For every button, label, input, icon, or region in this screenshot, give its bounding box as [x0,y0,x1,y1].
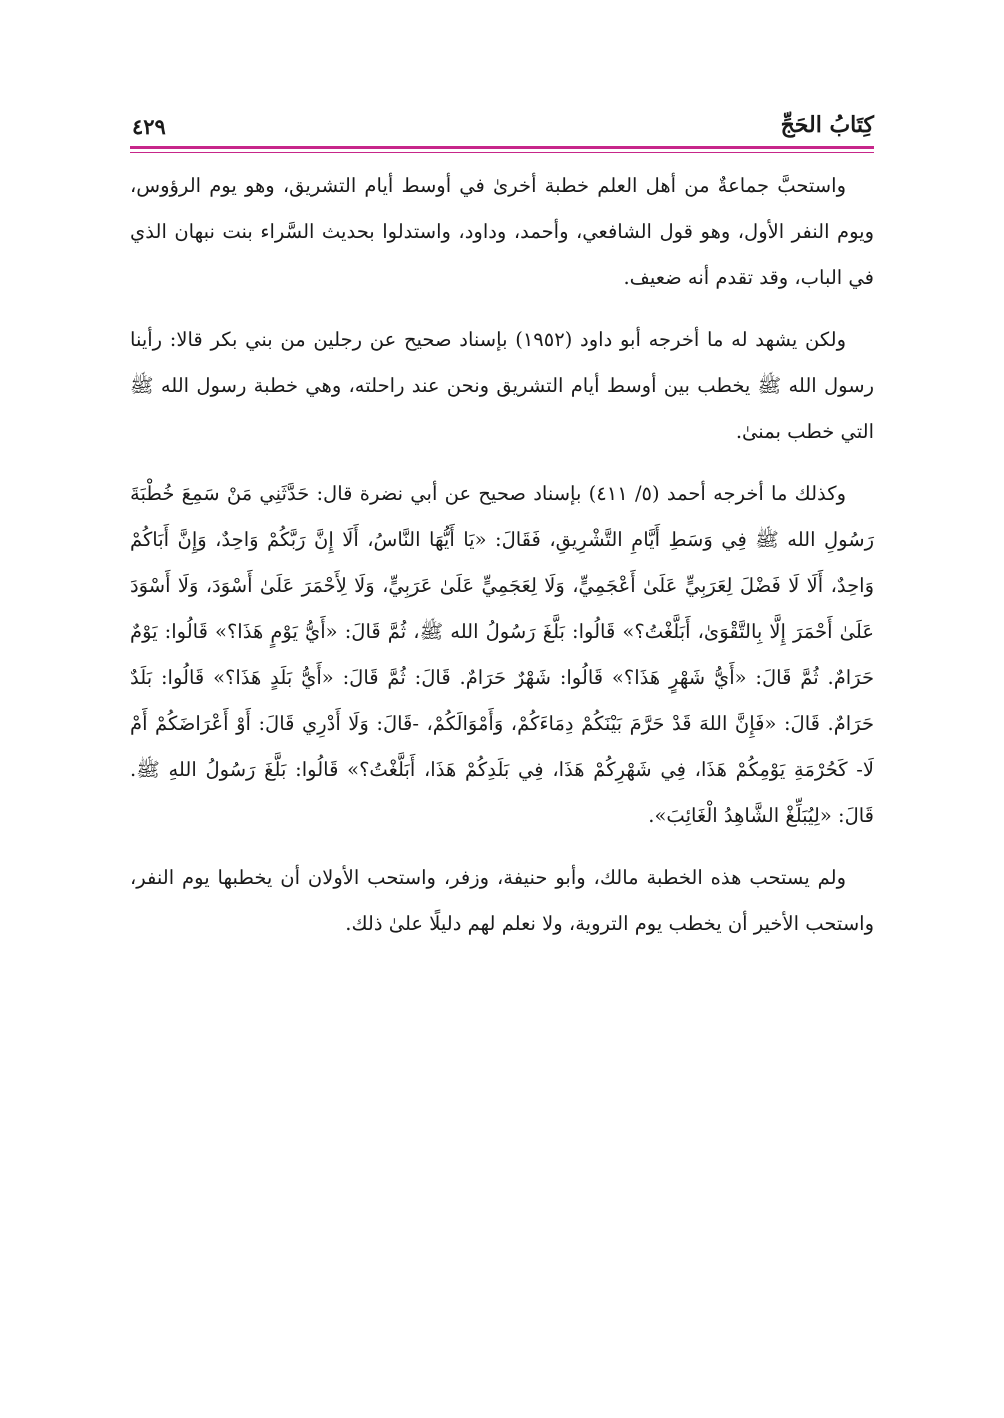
paragraph-4: ولم يستحب هذه الخطبة مالك، وأبو حنيفة، وزفر، واستحب الأولان أن يخطبها يوم النفر، واستحب الأخير أن يخطب يوم التروية، ولا نعلم لهم دليلًا علىٰ ذلك. [130,866,874,935]
paragraph-1: واستحبَّ جماعةٌ من أهل العلم خطبة أخرىٰ في أوسط أيام التشريق، وهو يوم الرؤوس، ويوم النفر الأول، وهو قول الشافعي، وأحمد، وداود، واستدلوا بحديث السَّراء بنت نبهان الذي في الباب، وقد تقدم أنه ضعيف. [130,174,874,289]
page [130,108,874,963]
paragraph-2: ولكن يشهد له ما أخرجه أبو داود (١٩٥٢) بإسناد صحيح عن رجلين من بني بكر قالا: رأينا رسول الله ﷺ يخطب بين أوسط أيام التشريق ونحن عند راحلته، وهي خطبة رسول الله ﷺ التي خطب بمنىٰ. [130,328,874,443]
paragraph-3-hadith: وكذلك ما أخرجه أحمد (٥/ ٤١١) بإسناد صحيح عن أبي نضرة قال: حَدَّثَنِي مَنْ سَمِعَ خُطْبَةَ رَسُولِ الله ﷺ فِي وَسَطِ أَيَّامِ التَّشْرِيقِ، فَقَالَ: «يَا أَيُّهَا النَّاسُ، أَلَا إِنَّ رَبَّكُمْ وَاحِدٌ، وَإِنَّ أَبَاكُمْ وَاحِدٌ، أَلَا لَا فَضْلَ لِعَرَبِيٍّ عَلَىٰ أَعْجَمِيٍّ، وَلَا لِعَجَمِيٍّ عَلَىٰ عَرَبِيٍّ، وَلَا لِأَحْمَرَ عَلَىٰ أَسْوَدَ، وَلَا أَسْوَدَ عَلَىٰ أَحْمَرَ إِلَّا بِالتَّقْوَىٰ، أَبَلَّغْتُ؟» قَالُوا: بَلَّغَ رَسُولُ الله ﷺ، ثُمَّ قَالَ: «أَيُّ يَوْمٍ هَذَا؟» قَالُوا: يَوْمٌ حَرَامٌ. ثُمَّ قَالَ: «أَيُّ شَهْرٍ هَذَا؟» قَالُوا: شَهْرٌ حَرَامٌ. قَالَ: ثُمَّ قَالَ: «أَيُّ بَلَدٍ هَذَا؟» قَالُوا: بَلَدٌ حَرَامٌ. قَالَ: «فَإِنَّ اللهَ قَدْ حَرَّمَ بَيْنَكُمْ دِمَاءَكُمْ، وَأَمْوَالَكُمْ، -قَالَ: وَلَا أَدْرِي قَالَ: أَوْ أَعْرَاضَكُمْ أَمْ لَا- كَحُرْمَةِ يَوْمِكُمْ هَذَا، فِي شَهْرِكُمْ هَذَا، فِي بَلَدِكُمْ هَذَا، أَبَلَّغْتُ؟» قَالُوا: بَلَّغَ رَسُولُ اللهِ ﷺ. قَالَ: «لِيُبَلِّغْ الشَّاهِدُ الْغَائِبَ». [130,482,874,827]
header-rule-thick [130,146,874,149]
header-rule-thin [130,152,874,153]
page-body [130,163,874,947]
page-number: ٤٢٩ [132,114,166,139]
page-header [130,108,874,146]
chapter-title: كِتَابُ الحَجِّ [780,112,874,138]
